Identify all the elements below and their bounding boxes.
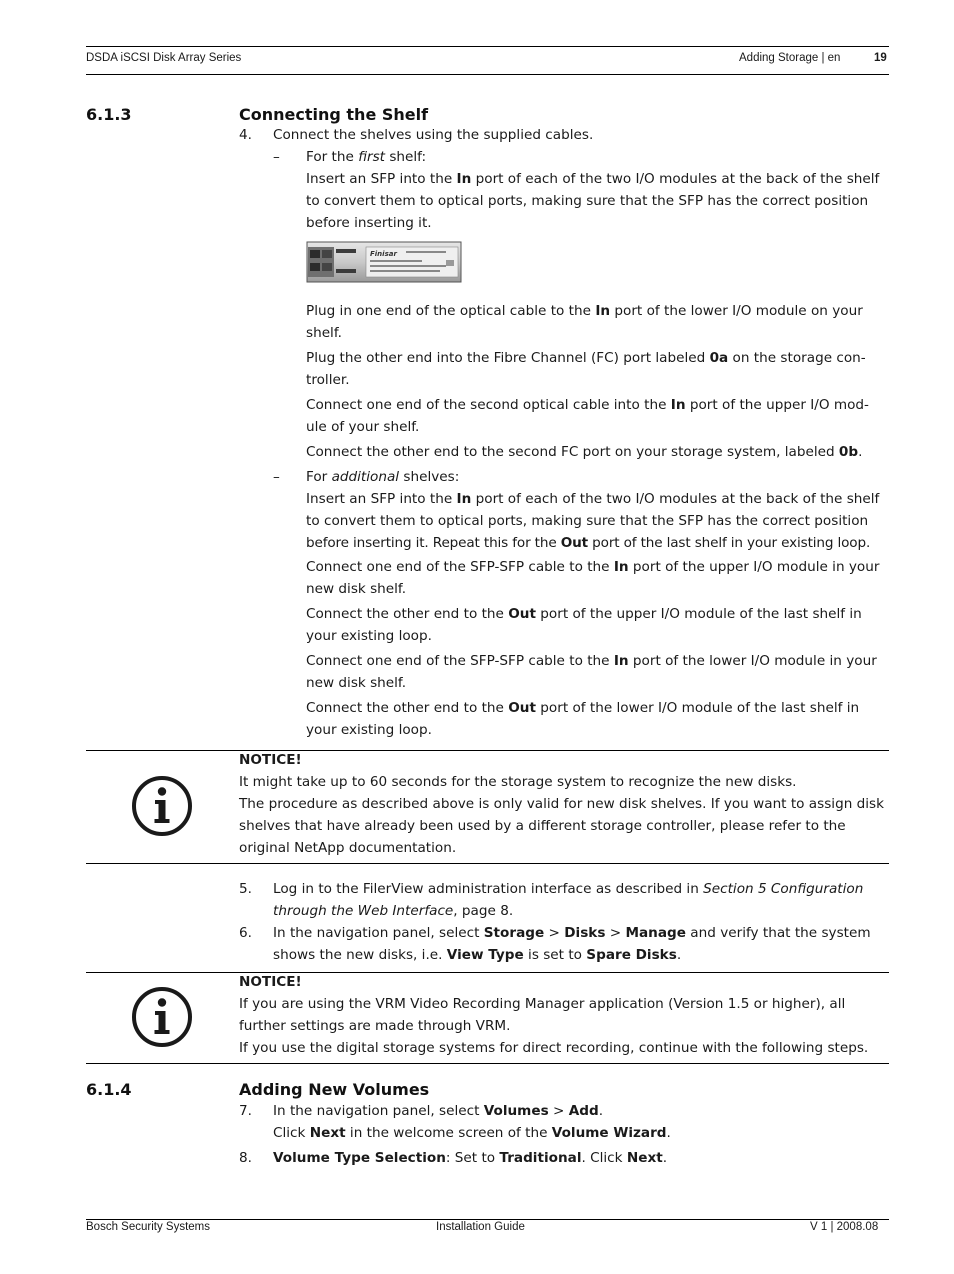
paragraph: Connect one end of the second optical cable into the In port of the upper I/O mod- ule of your shelf. — [306, 397, 869, 435]
notice-text: If you use the digital storage systems for direct recording, continue with the following steps. — [239, 1040, 869, 1056]
footer-left: Bosch Security Systems — [86, 1221, 210, 1233]
section-number: 6.1.4 — [86, 1080, 132, 1099]
step-number: 8. — [239, 1150, 252, 1166]
paragraph: Connect the other end to the Out port of the upper I/O module of the last shelf in your existing loop. — [306, 606, 862, 644]
footer-rule — [86, 1219, 889, 1220]
step-number: 6. — [239, 925, 252, 941]
step-text: Volume Type Selection: Set to Traditional. Click Next. — [273, 1150, 668, 1166]
paragraph: Plug the other end into the Fibre Channel (FC) port labeled 0a on the storage con- troller. — [306, 350, 866, 388]
notice-text: The procedure as described above is only valid for new disk shelves. If you want to assign disk — [239, 796, 884, 812]
notice-box — [239, 971, 891, 1059]
sfp-label: Finisar — [370, 250, 397, 258]
notice-title: NOTICE! — [239, 974, 302, 990]
paragraph: Plug in one end of the optical cable to the In port of the lower I/O module on your shelf. — [306, 303, 863, 341]
header-top-rule — [86, 46, 889, 47]
step-text: Log in to the FilerView administration interface as described in Section 5 Configuration through the Web Interface, page 8. — [273, 881, 864, 919]
step-text: In the navigation panel, select Storage > Disks > Manage and verify that the system shows the new disks, i.e. View Type is set to Spare Disks. — [273, 925, 871, 963]
section-title: Adding New Volumes — [239, 1080, 430, 1099]
header-section: Adding Storage | en — [739, 52, 841, 64]
section-title: Connecting the Shelf — [239, 105, 429, 124]
paragraph: Connect the other end to the second FC port on your storage system, labeled 0b. — [306, 444, 863, 460]
step-text: In the navigation panel, select Volumes > Add. Click Next in the welcome screen of the Volume Wizard. — [273, 1103, 671, 1141]
additional-shelves-label: For additional shelves: — [306, 469, 460, 485]
paragraph: Connect one end of the SFP-SFP cable to the In port of the lower I/O module in your new disk shelf. — [306, 653, 877, 691]
footer-right: V 1 | 2008.08 — [810, 1221, 879, 1233]
header-bottom-rule — [86, 74, 889, 75]
notice-box — [239, 749, 891, 859]
paragraph: Connect one end of the SFP-SFP cable to the In port of the upper I/O module in your new disk shelf. — [306, 559, 880, 597]
info-icon — [131, 775, 193, 837]
notice-text: further settings are made through VRM. — [239, 1018, 511, 1034]
page-number: 19 — [874, 52, 887, 64]
notice-text: It might take up to 60 seconds for the storage system to recognize the new disks. — [239, 774, 797, 790]
paragraph: Insert an SFP into the In port of each of the two I/O modules at the back of the shelf to convert them to optical ports, making sure that the SFP has the correct position before inserting it. Repeat this for the Out port of the last shelf in your existing loop. — [306, 491, 880, 551]
footer-center: Installation Guide — [436, 1221, 525, 1233]
notice-text: If you are using the VRM Video Recording Manager application (Version 1.5 or higher), all — [239, 996, 846, 1012]
step-number: 5. — [239, 881, 252, 897]
step-text: Connect the shelves using the supplied cables. — [273, 127, 594, 143]
dash-bullet: – — [273, 149, 280, 165]
header-left: DSDA iSCSI Disk Array Series — [86, 52, 242, 64]
step-number: 7. — [239, 1103, 252, 1119]
notice-title: NOTICE! — [239, 752, 302, 768]
paragraph: Insert an SFP into the In port of each of the two I/O modules at the back of the shelf to convert them to optical ports, making sure that the SFP has the correct position before inserting it. — [306, 171, 880, 231]
notice-bottom-rule — [86, 1063, 889, 1064]
sfp-module-image — [306, 239, 462, 285]
notice-text: shelves that have already been used by a different storage controller, please refer to the — [239, 818, 846, 834]
notice-bottom-rule — [86, 863, 889, 864]
info-icon — [131, 986, 193, 1048]
dash-bullet: – — [273, 469, 280, 485]
section-number: 6.1.3 — [86, 105, 132, 124]
step-number: 4. — [239, 127, 252, 143]
first-shelf-label: For the first shelf: — [306, 149, 427, 165]
paragraph: Connect the other end to the Out port of the lower I/O module of the last shelf in your existing loop. — [306, 700, 860, 738]
notice-text: original NetApp documentation. — [239, 840, 457, 856]
